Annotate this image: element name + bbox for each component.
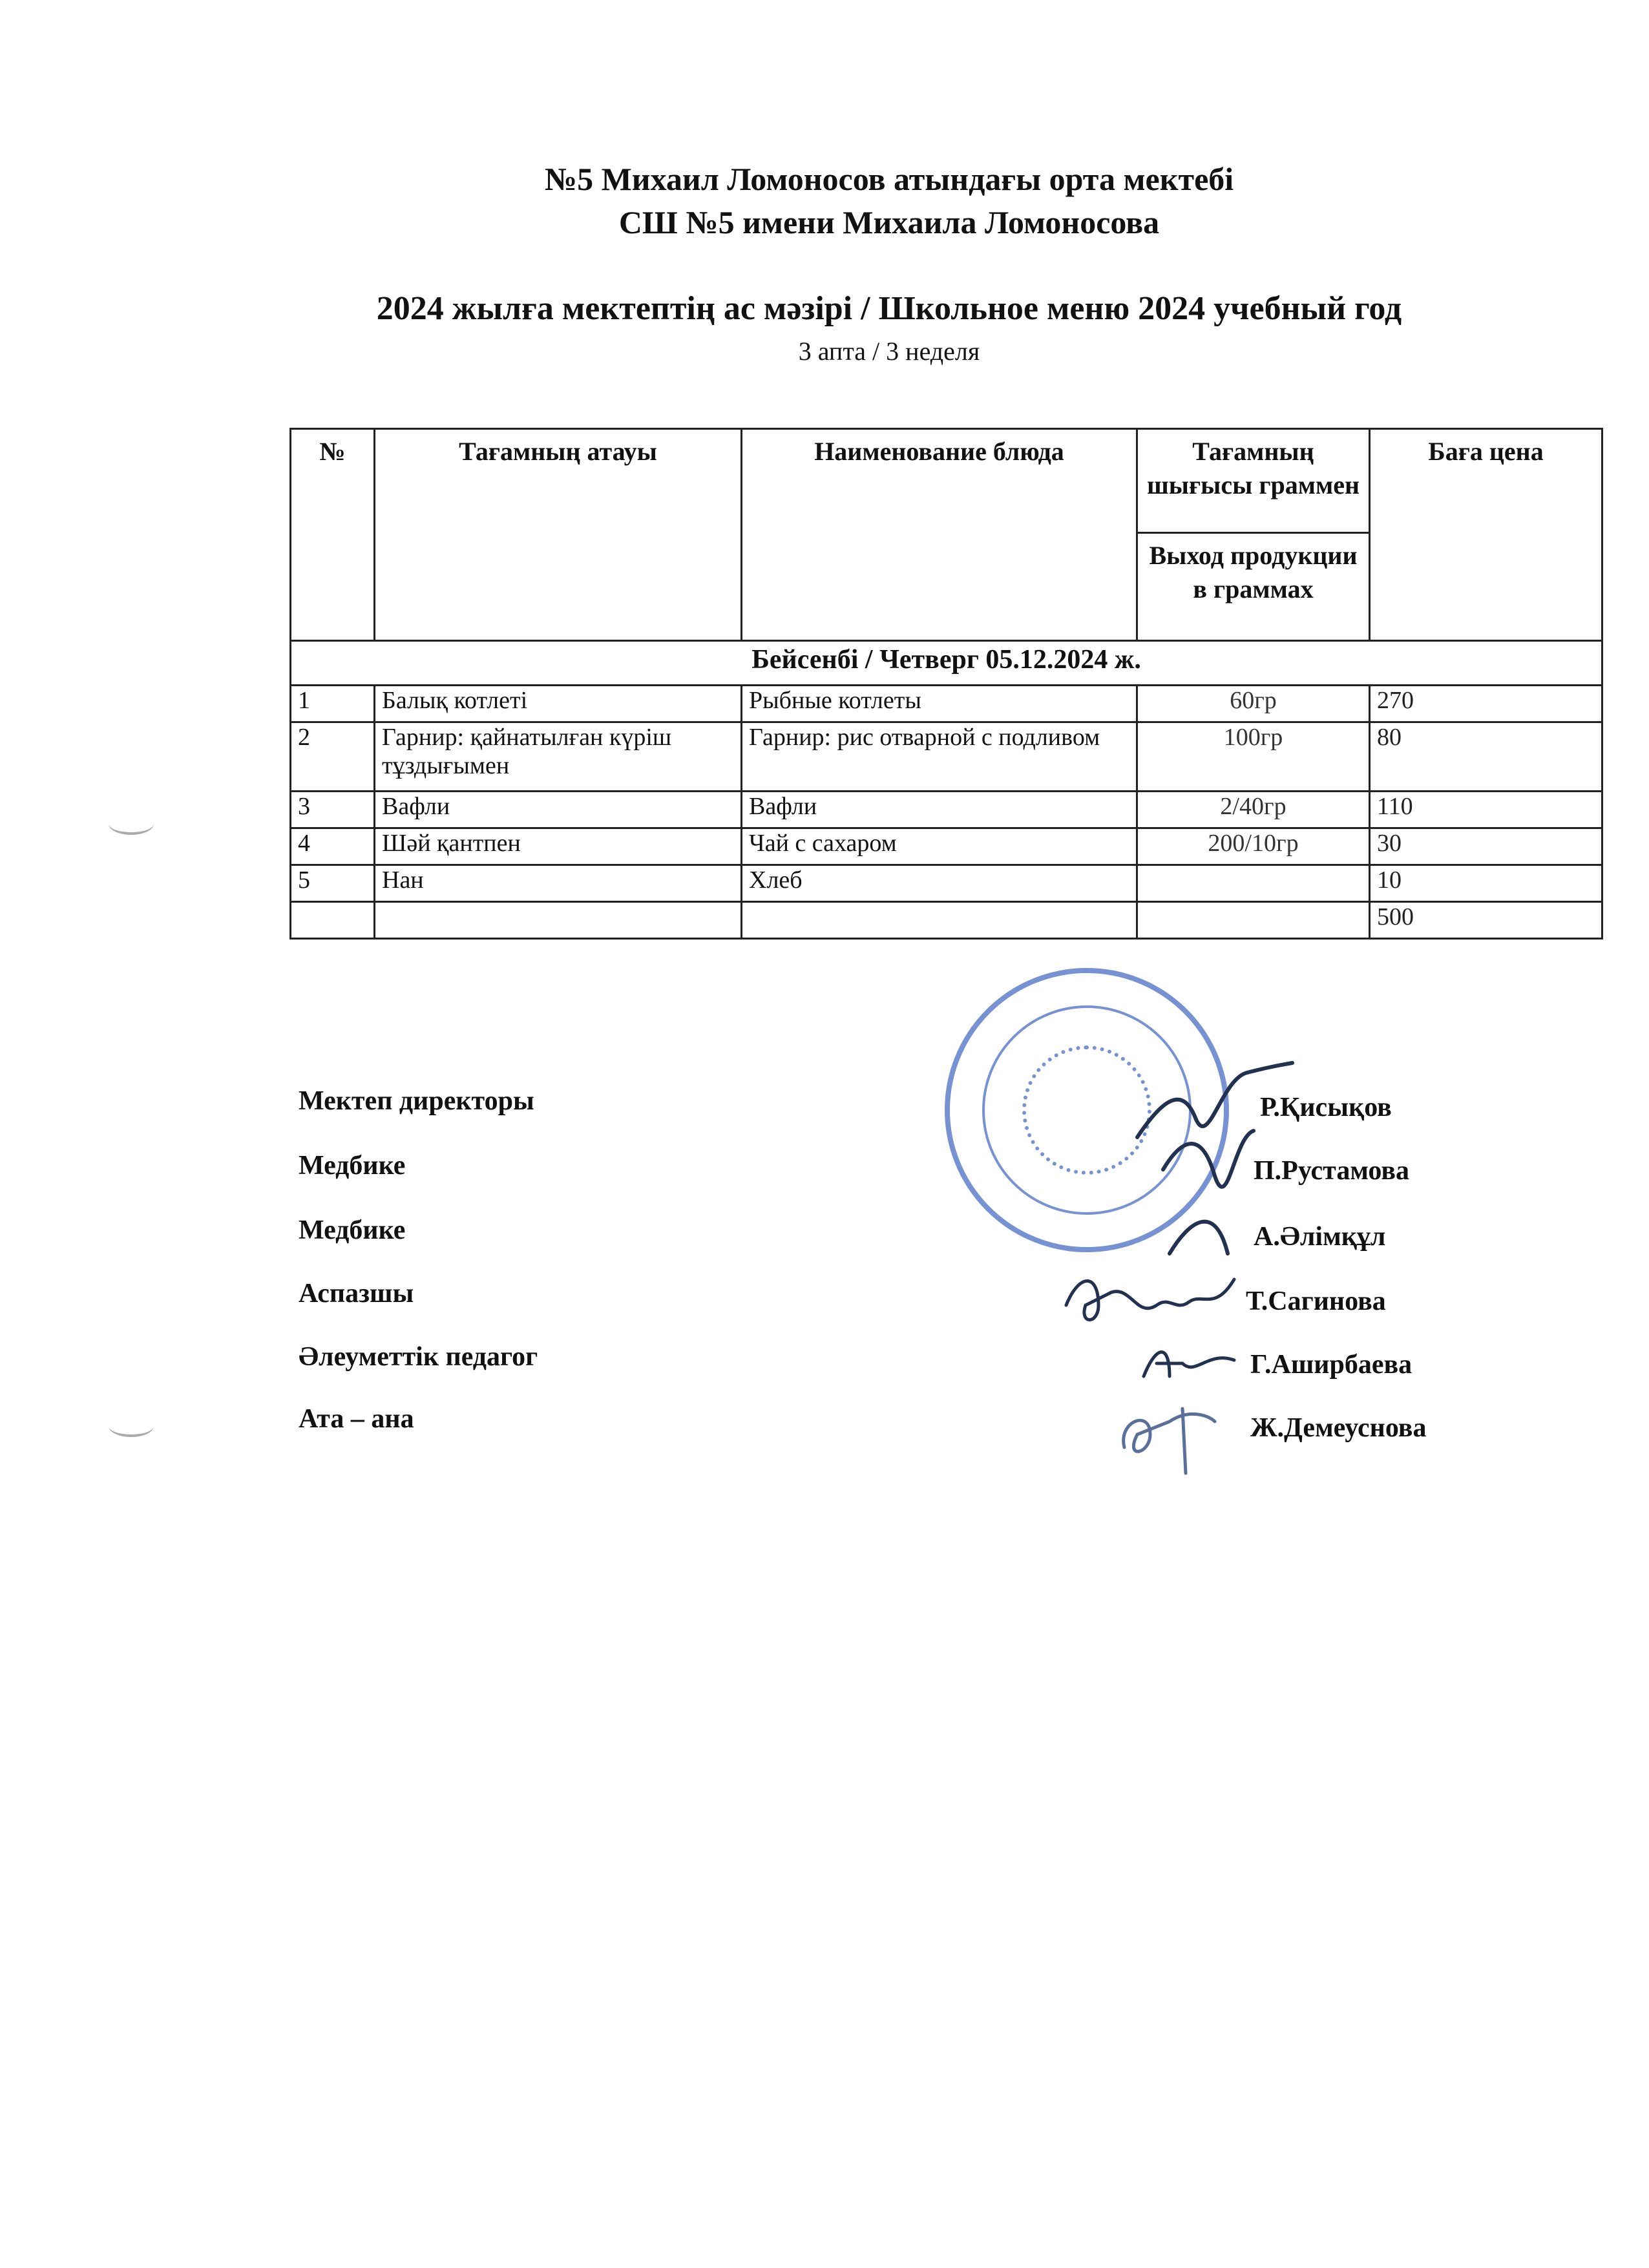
cook-signature bbox=[1060, 1266, 1247, 1338]
role-label: Әлеуметтік педагог bbox=[299, 1342, 538, 1372]
school-name-ru: СШ №5 имени Михаила Ломоносова bbox=[618, 204, 1160, 240]
signatory-name: Т.Сагинова bbox=[1246, 1286, 1386, 1316]
table-row bbox=[291, 828, 1602, 865]
punch-hole-mark bbox=[109, 1415, 154, 1437]
row-name-ru: Чай с сахаром bbox=[742, 828, 1137, 865]
row-price: 270 bbox=[1370, 686, 1602, 722]
table-header-row bbox=[291, 429, 1602, 533]
header-name-ru: Наименование блюда bbox=[742, 429, 1137, 641]
signatory-name: Р.Қисықов bbox=[1260, 1093, 1392, 1122]
menu-table bbox=[289, 428, 1603, 940]
row-price: 10 bbox=[1370, 865, 1602, 902]
row-grams: 100гр bbox=[1137, 722, 1370, 792]
signatory-name: П.Рустамова bbox=[1254, 1156, 1410, 1186]
row-name-kz: Гарнир: қайнатылған күріш тұздығымен bbox=[375, 722, 742, 792]
header-price: Баға цена bbox=[1370, 429, 1602, 641]
table-row bbox=[291, 686, 1602, 722]
row-price: 110 bbox=[1370, 792, 1602, 828]
social-pedagogue-signature bbox=[1137, 1338, 1241, 1389]
day-label: Бейсенбі / Четверг 05.12.2024 ж. bbox=[291, 641, 1602, 686]
row-name-ru: Вафли bbox=[742, 792, 1137, 828]
table-row bbox=[291, 865, 1602, 902]
row-name-kz: Вафли bbox=[375, 792, 742, 828]
week-label: 3 апта / 3 неделя bbox=[798, 337, 980, 366]
row-name-ru: Хлеб bbox=[742, 865, 1137, 902]
parent-signature bbox=[1111, 1396, 1228, 1480]
row-name-ru: Рыбные котлеты bbox=[742, 686, 1137, 722]
empty-cell bbox=[291, 902, 375, 939]
header-output-kz: Тағамның шығысы граммен bbox=[1137, 429, 1370, 533]
row-name-ru: Гарнир: рис отварной с подливом bbox=[742, 722, 1137, 792]
row-name-kz: Шәй қантпен bbox=[375, 828, 742, 865]
empty-cell bbox=[742, 902, 1137, 939]
row-grams: 2/40гр bbox=[1137, 792, 1370, 828]
role-label: Медбике bbox=[299, 1151, 406, 1181]
role-label: Мектеп директоры bbox=[299, 1086, 534, 1116]
punch-hole-mark bbox=[109, 813, 154, 835]
row-grams: 60гр bbox=[1137, 686, 1370, 722]
menu-title: 2024 жылға мектептің ас мәзірі / Школьное меню 2024 учебный год bbox=[376, 290, 1402, 327]
role-label: Ата – ана bbox=[299, 1404, 414, 1434]
empty-cell bbox=[375, 902, 742, 939]
total-row bbox=[291, 902, 1602, 939]
row-grams bbox=[1137, 865, 1370, 902]
header-num: № bbox=[291, 429, 375, 641]
day-row bbox=[291, 641, 1602, 686]
row-name-kz: Балық котлеті bbox=[375, 686, 742, 722]
row-num: 4 bbox=[291, 828, 375, 865]
table-row bbox=[291, 792, 1602, 828]
header-name-kz: Тағамның атауы bbox=[375, 429, 742, 641]
row-grams: 200/10гр bbox=[1137, 828, 1370, 865]
signatory-name: А.Әлімқұл bbox=[1254, 1222, 1386, 1252]
school-name-kz: №5 Михаил Ломоносов атындағы орта мектебі bbox=[544, 161, 1234, 197]
role-label: Медбике bbox=[299, 1215, 406, 1245]
row-num: 2 bbox=[291, 722, 375, 792]
role-label: Аспазшы bbox=[299, 1279, 414, 1308]
row-name-kz: Нан bbox=[375, 865, 742, 902]
header-output-ru: Выход продукции в граммах bbox=[1137, 533, 1370, 641]
table-row bbox=[291, 722, 1602, 792]
row-num: 3 bbox=[291, 792, 375, 828]
total-price: 500 bbox=[1370, 902, 1602, 939]
row-num: 1 bbox=[291, 686, 375, 722]
empty-cell bbox=[1137, 902, 1370, 939]
row-price: 80 bbox=[1370, 722, 1602, 792]
signatory-name: Ж.Демеуснова bbox=[1250, 1413, 1427, 1443]
row-price: 30 bbox=[1370, 828, 1602, 865]
row-num: 5 bbox=[291, 865, 375, 902]
signatory-name: Г.Аширбаева bbox=[1250, 1350, 1413, 1380]
